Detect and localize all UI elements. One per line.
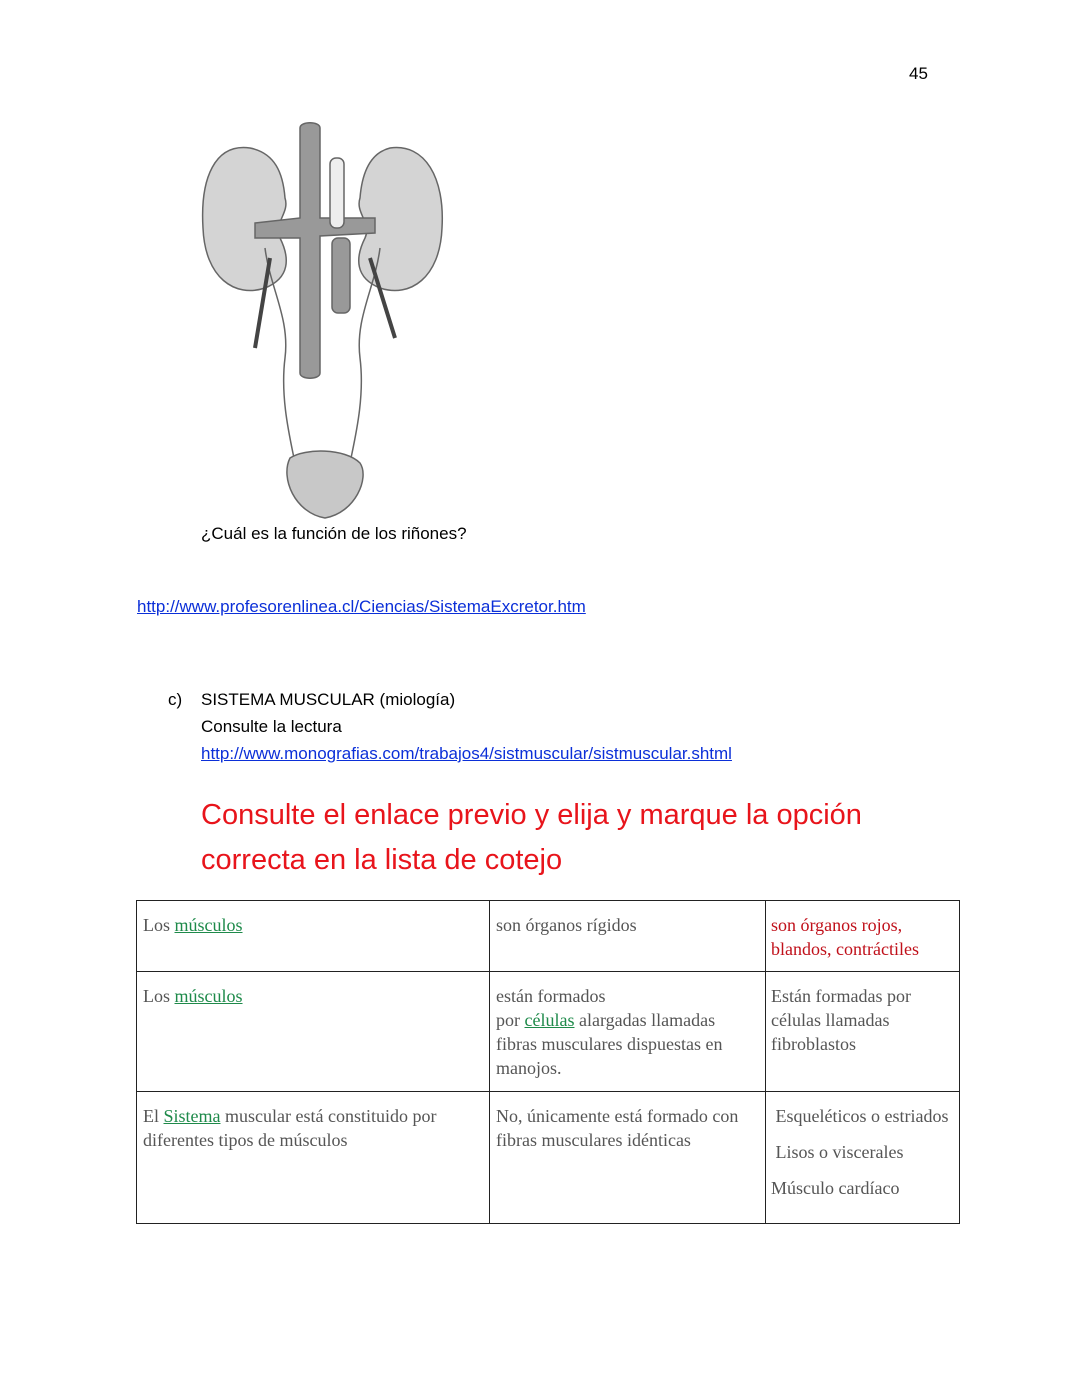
section-subtitle: Consulte la lectura — [201, 717, 342, 736]
celulas-link[interactable]: células — [524, 1010, 575, 1030]
cell-text: muscular está constituido por diferentes tipos de músculos — [143, 1106, 437, 1150]
sistema-link[interactable]: Sistema — [163, 1106, 221, 1126]
table-row — [137, 1092, 960, 1224]
instruction-heading: Consulte el enlace previo y elija y marque la opción correcta en la lista de cotejo — [201, 799, 862, 876]
muscle-type: Esqueléticos o estriados — [771, 1106, 949, 1126]
excretor-link[interactable]: http://www.profesorenlinea.cl/Ciencias/SistemaExcretor.htm — [137, 597, 586, 616]
musculos-link[interactable]: músculos — [174, 915, 243, 935]
musculos-link[interactable]: músculos — [174, 986, 243, 1006]
cell-text: Los — [143, 915, 175, 935]
cell-text: por — [496, 1010, 525, 1030]
page-number: 45 — [909, 64, 928, 83]
option-cell[interactable]: No, únicamente está formado con fibras musculares idénticas — [490, 1092, 766, 1224]
option-cell[interactable]: son órganos rojos, blandos, contráctiles — [766, 901, 960, 972]
muscle-type: Músculo cardíaco — [771, 1178, 900, 1198]
table-row — [137, 901, 960, 972]
cell-text: están formados — [496, 986, 606, 1006]
option-cell[interactable]: Están formadas por células llamadas fibroblastos — [766, 972, 960, 1092]
section-title: SISTEMA MUSCULAR (miología) — [201, 690, 456, 709]
option-cell[interactable] — [490, 972, 766, 1092]
muscle-type: Lisos o viscerales — [771, 1142, 904, 1162]
cell-text: Los — [143, 986, 175, 1006]
cell-text: El — [143, 1106, 164, 1126]
kidney-illustration — [195, 118, 450, 523]
section-label: c) — [168, 690, 183, 709]
table-row — [137, 972, 960, 1092]
question-text: ¿Cuál es la función de los riñones? — [201, 524, 467, 543]
checklist-table — [136, 900, 960, 1224]
option-cell[interactable]: son órganos rígidos — [490, 901, 766, 972]
cell-text: alargadas llamadas fibras musculares dispuestas en manojos. — [496, 1010, 723, 1078]
option-cell[interactable] — [766, 1092, 960, 1224]
muscular-link[interactable]: http://www.monografias.com/trabajos4/sistmuscular/sistmuscular.shtml — [201, 744, 732, 763]
